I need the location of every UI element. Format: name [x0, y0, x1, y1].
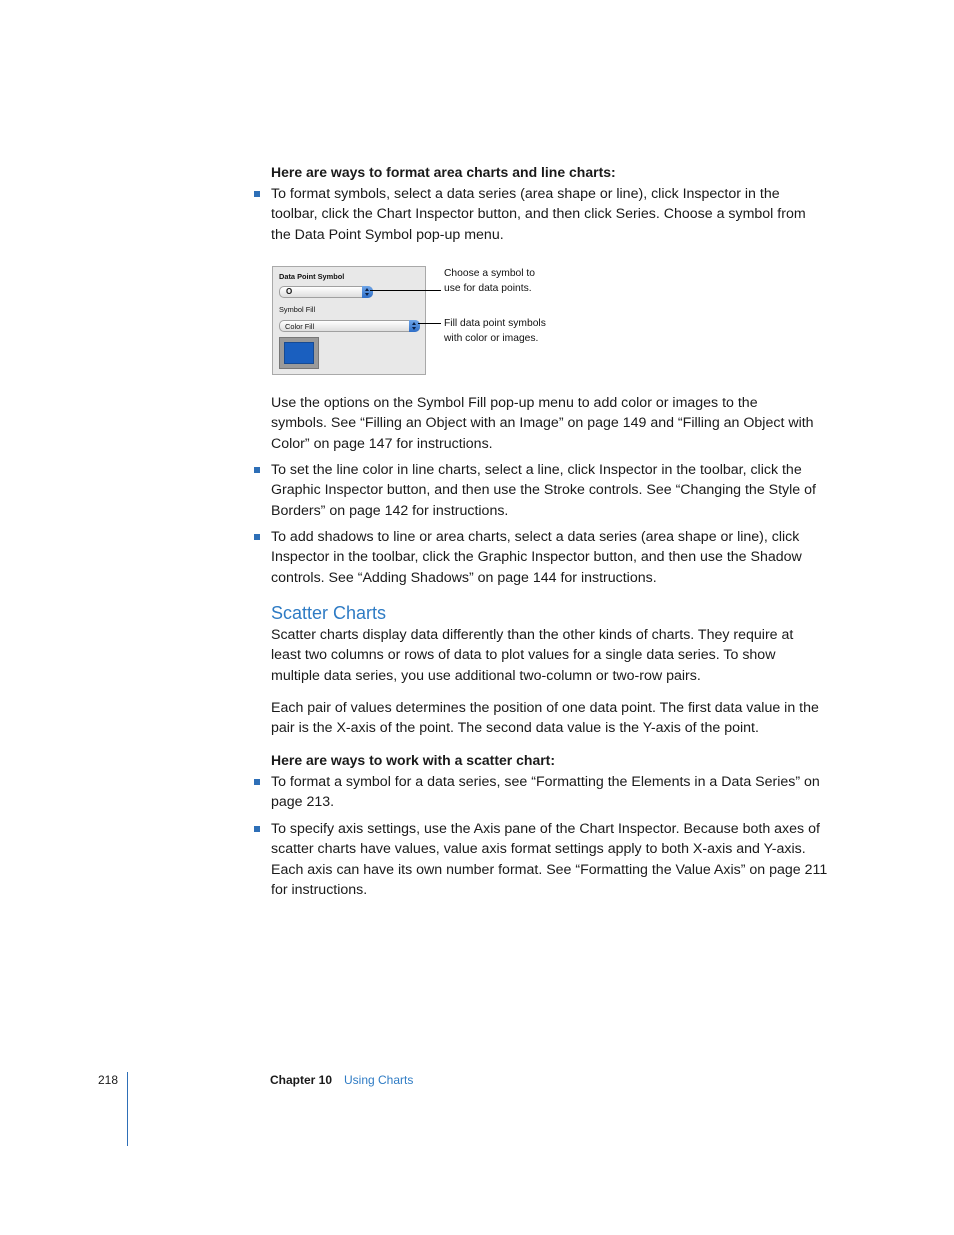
bullet-format-symbols: To format symbols, select a data series (area shape or line), click Inspector in the toolbar, click the Chart Inspector button, and then click Series. Choose a symbol from the Data Point Symbol pop-up menu.: [271, 186, 806, 243]
callout-fill: Fill data point symbols with color or images.: [444, 318, 546, 344]
bullet-marker: [254, 534, 260, 540]
data-point-symbol-label: Data Point Symbol: [279, 272, 345, 281]
chart-inspector-series-panel: [272, 266, 426, 375]
callout-leader-line: [418, 323, 441, 324]
fill-value: Color Fill: [285, 322, 315, 331]
bullet-axis-settings: To specify axis settings, use the Axis pane of the Chart Inspector. Because both axes of scatter charts have values, value axis format settings apply to both X-axis and Y-axis. Each axis can have its own number format. See “Formatting the Value Axis” on page 211 for instructions.: [271, 821, 828, 898]
bullet-format-symbol-scatter: To format a symbol for a data series, see “Formatting the Elements in a Data Series” on page 213.: [271, 774, 820, 811]
color-swatch: [284, 342, 314, 364]
chapter-label: Chapter 10: [270, 1073, 333, 1087]
data-point-symbol-popup[interactable]: [279, 286, 373, 298]
color-well[interactable]: [279, 337, 319, 369]
popup-arrows-icon: [362, 286, 373, 298]
bullet-line-color: To set the line color in line charts, select a line, click Inspector in the toolbar, click the Graphic Inspector button, and then use the Stroke controls. See “Changing the Style of Borders” on page 142 for instructions.: [271, 462, 816, 519]
bullet-marker: [254, 779, 260, 785]
callout-leader-line: [370, 290, 441, 291]
paragraph-symbol-fill: Use the options on the Symbol Fill pop-up menu to add color or images to the symbols. See “Filling an Object with an Image” on page 149 and “Filling an Object with Color” on page 147 for instructions.: [271, 395, 814, 452]
section-heading: Scatter Charts: [271, 603, 387, 623]
symbol-fill-popup[interactable]: [279, 320, 420, 332]
chapter-title: Using Charts: [344, 1073, 414, 1087]
footer-rule: [127, 1072, 128, 1146]
popup-arrows-icon: [409, 320, 420, 332]
section-lead: Here are ways to work with a scatter chart:: [271, 752, 555, 768]
bullet-shadows: To add shadows to line or area charts, select a data series (area shape or line), click Inspector in the toolbar, click the Graphic Inspector button, and then use the Shadow controls. See “Adding Shadows” on page 144 for instructions.: [271, 529, 802, 586]
bullet-marker: [254, 191, 260, 197]
section-lead: Here are ways to format area charts and line charts:: [271, 164, 616, 180]
page-number: 218: [98, 1073, 119, 1087]
symbol-value: O: [286, 287, 293, 296]
bullet-marker: [254, 826, 260, 832]
scatter-paragraph-1: Scatter charts display data differently than the other kinds of charts. They require at least two columns or rows of data to plot values for a single data series. To show multiple data series, you use additional two-column or two-row pairs.: [271, 627, 794, 684]
bullet-marker: [254, 467, 260, 473]
scatter-paragraph-2: Each pair of values determines the position of one data point. The first data value in the pair is the X-axis of the point. The second data value is the Y-axis of the point.: [271, 700, 819, 737]
symbol-fill-label: Symbol Fill: [279, 305, 316, 314]
callout-symbol: Choose a symbol to use for data points.: [444, 268, 536, 294]
